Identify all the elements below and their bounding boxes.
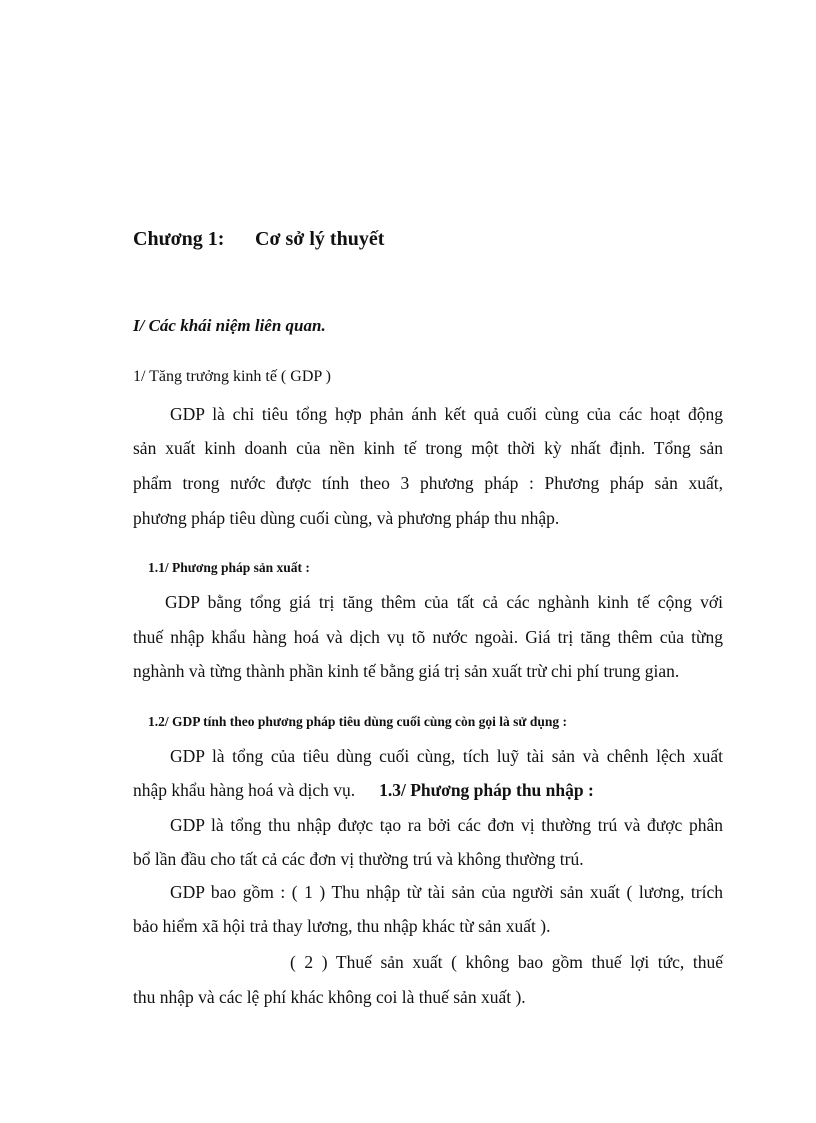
method1-heading: 1.1/ Phương pháp sản xuất :: [148, 560, 310, 575]
gdp-heading: 1/ Tăng trưởng kinh tế ( GDP ): [133, 368, 331, 385]
paragraph-text: nhập khẩu hàng hoá và dịch vụ.: [133, 780, 356, 800]
paragraph-line: bổ lần đầu cho tất cả các đơn vị thường trú và không thường trú.: [133, 849, 584, 869]
chapter-number: Chương 1:: [133, 228, 225, 250]
paragraph-line: GDP là tổng thu nhập được tạo ra bởi các đơn vị thường trú và được phân: [170, 815, 723, 835]
paragraph-line-mixed: [133, 780, 594, 800]
paragraph-line: GDP bao gồm : ( 1 ) Thu nhập từ tài sản của người sản xuất ( lương, trích: [170, 882, 723, 902]
method3-heading: 1.3/ Phương pháp thu nhập :: [379, 780, 594, 800]
paragraph-line: GDP là tổng của tiêu dùng cuối cùng, tích luỹ tài sản và chênh lệch xuất: [170, 746, 723, 766]
paragraph-line: GDP là chỉ tiêu tổng hợp phản ánh kết quả cuối cùng của các hoạt động: [170, 404, 723, 424]
chapter-heading: [133, 228, 384, 251]
paragraph-line: sản xuất kinh doanh của nền kinh tế trong một thời kỳ nhất định. Tổng sản: [133, 438, 723, 458]
paragraph-line: bảo hiểm xã hội trả thay lương, thu nhập khác từ sản xuất ).: [133, 916, 551, 936]
paragraph-line: nghành và từng thành phần kinh tế bằng giá trị sản xuất trừ chi phí trung gian.: [133, 661, 680, 681]
paragraph-line: phẩm trong nước được tính theo 3 phương pháp : Phương pháp sản xuất,: [133, 473, 723, 493]
method2-heading: 1.2/ GDP tính theo phương pháp tiêu dùng cuối cùng còn gọi là sử dụng :: [148, 714, 568, 729]
paragraph-line: phương pháp tiêu dùng cuối cùng, và phương pháp thu nhập.: [133, 508, 560, 528]
paragraph-line: thuế nhập khẩu hàng hoá và dịch vụ tõ nước ngoài. Giá trị tăng thêm của từng: [133, 627, 723, 647]
section-heading: I/ Các khái niệm liên quan.: [133, 316, 326, 335]
chapter-title: Cơ sở lý thuyết: [255, 228, 385, 250]
paragraph-line: thu nhập và các lệ phí khác không coi là thuế sản xuất ).: [133, 987, 526, 1007]
paragraph-line: ( 2 ) Thuế sản xuất ( không bao gồm thuế lợi tức, thuế: [290, 952, 723, 972]
paragraph-line: GDP bằng tổng giá trị tăng thêm của tất cả các nghành kinh tế cộng với: [165, 592, 723, 612]
